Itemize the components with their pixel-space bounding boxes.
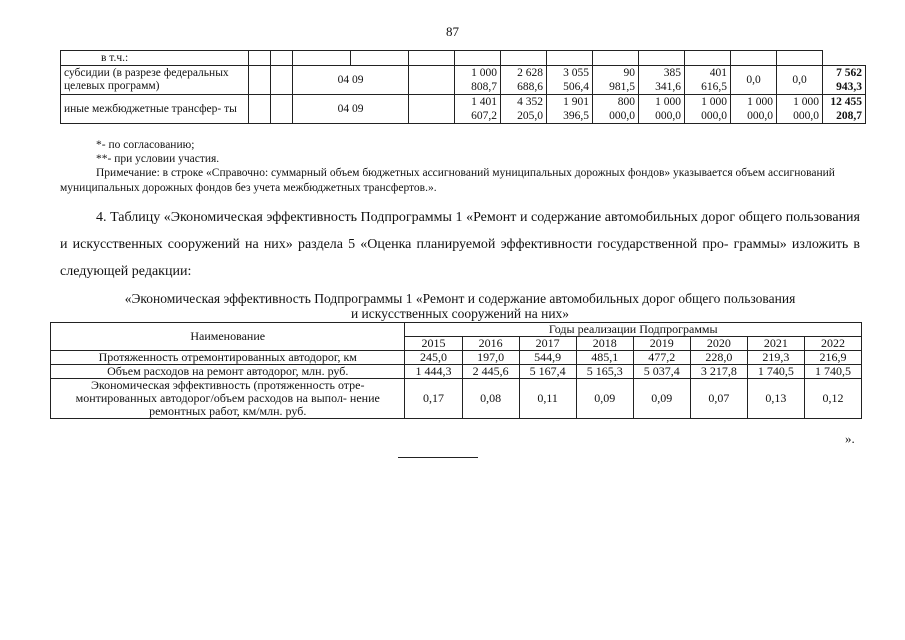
cell-value: 385 341,6 [639,66,685,95]
closing-quote: ». [845,431,855,446]
table-header-row [51,323,862,337]
cell-value: 0,09 [633,379,690,419]
cell-value: 1 740,5 [747,365,804,379]
cell-value: 90 981,5 [593,66,639,95]
cell-value: 485,1 [576,351,633,365]
cell-value: 4 352 205,0 [501,95,547,124]
cell-total: 12 455 208,7 [823,95,866,124]
name-header: Наименование [51,323,405,351]
table-row [61,51,866,66]
cell-value: 197,0 [462,351,519,365]
cell-value: 800 000,0 [593,95,639,124]
cell-value: 3 217,8 [690,365,747,379]
year-header: 2021 [747,337,804,351]
year-header: 2017 [519,337,576,351]
cell-value: 216,9 [804,351,861,365]
years-header: Годы реализации Подпрограммы [405,323,862,337]
year-header: 2016 [462,337,519,351]
year-header: 2015 [405,337,462,351]
table-row [61,66,866,95]
cell-value: 0,07 [690,379,747,419]
cell-value: 1 444,3 [405,365,462,379]
cell-value: 0,0 [777,66,823,95]
cell-value: 477,2 [633,351,690,365]
cell-value: 5 037,4 [633,365,690,379]
separator-line [398,457,478,458]
table-caption-line-2: и искусственных сооружений на них» [350,306,570,321]
cell-value: 0,12 [804,379,861,419]
cell-value: 0,09 [576,379,633,419]
row-name: иные межбюджетные трансфер- ты [61,95,249,124]
cell-value: 0,13 [747,379,804,419]
cell-value: 1 000 000,0 [639,95,685,124]
table-row [51,365,862,379]
cell-value: 1 901 396,5 [547,95,593,124]
year-header: 2022 [804,337,861,351]
cell-value: 2 445,6 [462,365,519,379]
cell-value: 228,0 [690,351,747,365]
table-row [51,379,862,419]
footnote: **- при условии участия. [96,153,220,165]
cell-value: 2 628 688,6 [501,66,547,95]
budget-code: 04 09 [293,95,409,124]
cell-value: 3 055 506,4 [547,66,593,95]
year-header: 2018 [576,337,633,351]
table-row [61,95,866,124]
cell-value: 1 000 000,0 [777,95,823,124]
cell-value: 5 167,4 [519,365,576,379]
cell-value: 1 000 000,0 [685,95,731,124]
row-name: субсидии (в разрезе федеральных целевых программ) [61,66,249,95]
cell-value: 1 000 808,7 [455,66,501,95]
budget-table [60,50,866,124]
cell-value: 0,08 [462,379,519,419]
cell-value: 401 616,5 [685,66,731,95]
cell-value: 544,9 [519,351,576,365]
cell-value: 219,3 [747,351,804,365]
cell-value: 1 740,5 [804,365,861,379]
cell-value: 1 000 000,0 [731,95,777,124]
body-paragraph: 4. Таблицу «Экономическая эффективность Подпрограммы 1 «Ремонт и содержание автомобильных дорог общего пользования и искусственных сооружений на них» раздела 5 «Оценка планируемой эффективности государственной про- граммы» изложить в следующей редакции: [60,210,860,279]
cell-value: 245,0 [405,351,462,365]
cell-total: 7 562 943,3 [823,66,866,95]
row-name: Протяженность отремонтированных автодорог, км [51,351,405,365]
note-text: Примечание: в строке «Справочно: суммарный объем бюджетных ассигнований муниципальных дорожных фондов» указывается объем ассигнований муниципальных дорожных фондов без учета межбюджетных трансфертов.». [60,167,835,194]
cell-value: 0,0 [731,66,777,95]
efficiency-table [50,322,862,419]
year-header: 2019 [633,337,690,351]
cell-value: 1 401 607,2 [455,95,501,124]
header-label: в т.ч.: [61,51,249,66]
row-name: Экономическая эффективность (протяженность отре- монтированных автодорог/объем расходов на выпол- нение ремонтных работ, км/млн. руб. [51,379,405,419]
cell-value: 5 165,3 [576,365,633,379]
cell-value: 0,17 [405,379,462,419]
footnote: *- по согласованию; [96,139,195,151]
budget-code: 04 09 [293,66,409,95]
table-caption-line-1: «Экономическая эффективность Подпрограммы 1 «Ремонт и содержание автомобильных дорог общего пользования [124,291,796,306]
row-name: Объем расходов на ремонт автодорог, млн. руб. [51,365,405,379]
cell-value: 0,11 [519,379,576,419]
table-row [51,351,862,365]
page-number: 87 [446,24,459,39]
year-header: 2020 [690,337,747,351]
